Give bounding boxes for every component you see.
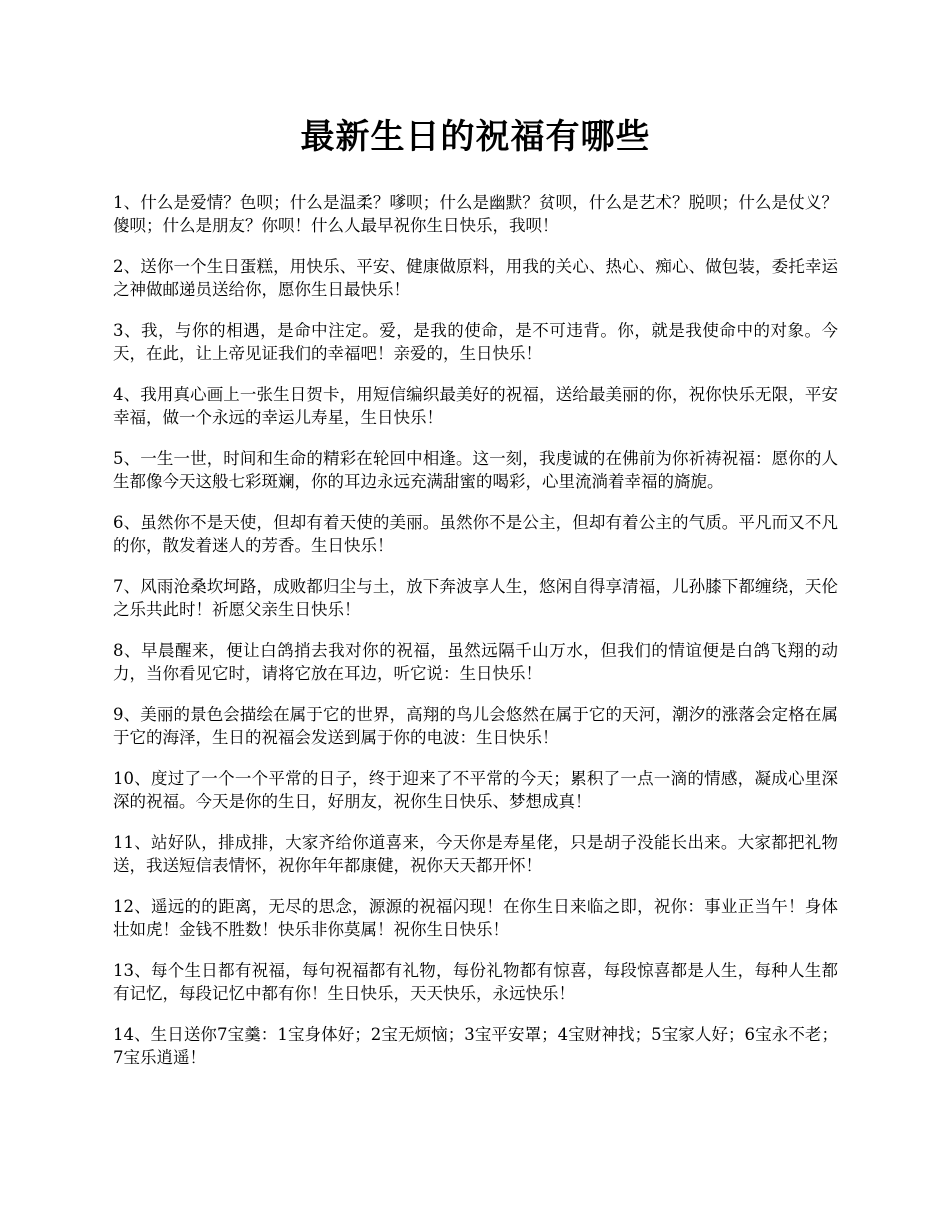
paragraph-13: 13、每个生日都有祝福，每句祝福都有礼物，每份礼物都有惊喜，每段惊喜都是人生，每种人生都有记忆，每段记忆中都有你！生日快乐，天天快乐，永远快乐！ (113, 961, 838, 1003)
paragraph-2: 2、送你一个生日蛋糕，用快乐、平安、健康做原料，用我的关心、热心、痴心、做包装，委托幸运之神做邮递员送给你，愿你生日最快乐！ (113, 257, 838, 299)
document-title: 最新生日的祝福有哪些 (300, 117, 651, 157)
paragraph-11: 11、站好队，排成排，大家齐给你道喜来，今天你是寿星佬，只是胡子没能长出来。大家都把礼物送，我送短信表情怀，祝你年年都康健，祝你天天都开怀！ (113, 833, 838, 875)
paragraph-1: 1、什么是爱情？色呗；什么是温柔？嗲呗；什么是幽默？贫呗，什么是艺术？脱呗；什么是仗义？傻呗；什么是朋友？你呗！什么人最早祝你生日快乐，我呗！ (113, 193, 838, 235)
paragraph-10: 10、度过了一个一个平常的日子，终于迎来了不平常的今天；累积了一点一滴的情感，凝成心里深深的祝福。今天是你的生日，好朋友，祝你生日快乐、梦想成真！ (113, 769, 838, 811)
paragraph-6: 6、虽然你不是天使，但却有着天使的美丽。虽然你不是公主，但却有着公主的气质。平凡而又不凡的你，散发着迷人的芳香。生日快乐！ (113, 513, 838, 555)
paragraph-5: 5、一生一世，时间和生命的精彩在轮回中相逢。这一刻，我虔诚的在佛前为你祈祷祝福：愿你的人生都像今天这般七彩斑斓，你的耳边永远充满甜蜜的喝彩，心里流淌着幸福的旖旎。 (113, 449, 838, 491)
paragraph-4: 4、我用真心画上一张生日贺卡，用短信编织最美好的祝福，送给最美丽的你，祝你快乐无限，平安幸福，做一个永远的幸运儿寿星，生日快乐！ (113, 385, 838, 427)
paragraph-8: 8、早晨醒来，便让白鸽捎去我对你的祝福，虽然远隔千山万水，但我们的情谊便是白鸽飞翔的动力，当你看见它时，请将它放在耳边，听它说：生日快乐！ (113, 641, 838, 683)
paragraph-9: 9、美丽的景色会描绘在属于它的世界，高翔的鸟儿会悠然在属于它的天河，潮汐的涨落会定格在属于它的海泽，生日的祝福会发送到属于你的电波：生日快乐！ (113, 705, 838, 747)
paragraph-12: 12、遥远的的距离，无尽的思念，源源的祝福闪现！在你生日来临之即，祝你：事业正当午！身体壮如虎！金钱不胜数！快乐非你莫属！祝你生日快乐！ (113, 897, 838, 939)
paragraph-7: 7、风雨沧桑坎坷路，成败都归尘与土，放下奔波享人生，悠闲自得享清福，儿孙膝下都缠绕，天伦之乐共此时！祈愿父亲生日快乐！ (113, 577, 838, 619)
paragraph-14: 14、生日送你7宝羹：1宝身体好；2宝无烦恼；3宝平安罩；4宝财神找；5宝家人好；6宝永不老；7宝乐逍遥！ (113, 1025, 838, 1067)
paragraph-3: 3、我，与你的相遇，是命中注定。爱，是我的使命，是不可违背。你，就是我使命中的对象。今天，在此，让上帝见证我们的幸福吧！亲爱的，生日快乐！ (113, 321, 838, 363)
